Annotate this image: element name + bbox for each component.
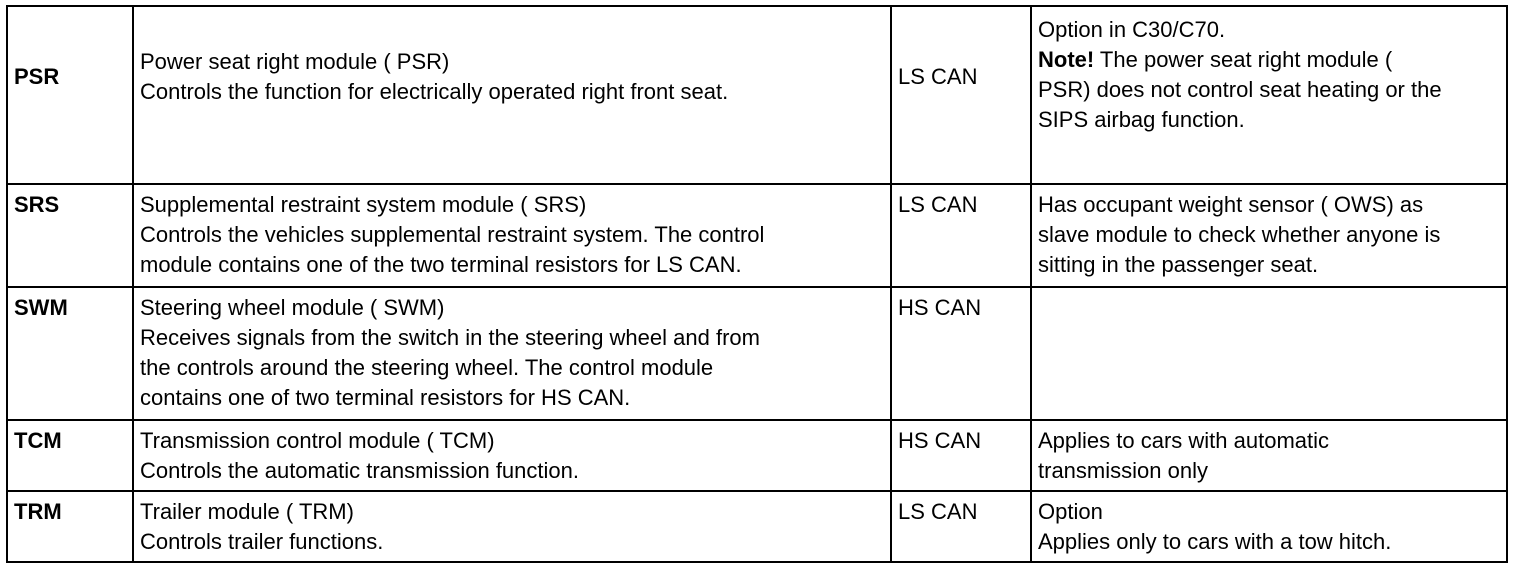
table-row xyxy=(7,491,1507,562)
module-code: TCM xyxy=(14,428,62,453)
bus-cell xyxy=(891,184,1031,287)
remark-note-line xyxy=(1038,45,1500,75)
table-row xyxy=(7,420,1507,491)
remarks-cell xyxy=(1031,184,1507,287)
remark-line: Has occupant weight sensor ( OWS) as xyxy=(1038,192,1424,217)
table-row xyxy=(7,184,1507,287)
module-description-cell xyxy=(133,184,891,287)
module-code-cell xyxy=(7,6,133,184)
control-modules-table xyxy=(6,5,1508,563)
remark-line: PSR) does not control seat heating or the xyxy=(1038,77,1442,102)
module-description-cell xyxy=(133,491,891,562)
table-row xyxy=(7,6,1507,184)
module-code: PSR xyxy=(14,64,60,89)
remarks-cell xyxy=(1031,420,1507,491)
remarks-cell xyxy=(1031,287,1507,420)
description-line: Controls trailer functions. xyxy=(140,529,384,554)
bus-type: LS CAN xyxy=(898,192,978,217)
module-code-cell xyxy=(7,287,133,420)
module-code-cell xyxy=(7,420,133,491)
remark-line: Option xyxy=(1038,499,1103,524)
module-description-cell xyxy=(133,6,891,184)
remark-line: SIPS airbag function. xyxy=(1038,107,1245,132)
description-line: Controls the vehicles supplemental restraint system. The control xyxy=(140,222,765,247)
bus-cell xyxy=(891,491,1031,562)
module-code: TRM xyxy=(14,499,62,524)
remark-line: transmission only xyxy=(1038,458,1208,483)
description-line: Trailer module ( TRM) xyxy=(140,499,354,524)
description-line: Power seat right module ( PSR) xyxy=(140,49,450,74)
remark-line: Applies only to cars with a tow hitch. xyxy=(1038,529,1392,554)
note-label: Note! xyxy=(1038,47,1095,72)
module-code-cell xyxy=(7,491,133,562)
remark-line: Option in C30/C70. xyxy=(1038,17,1226,42)
remark-line: sitting in the passenger seat. xyxy=(1038,252,1319,277)
module-code: SWM xyxy=(14,295,68,320)
remarks-cell xyxy=(1031,6,1507,184)
module-description-cell xyxy=(133,420,891,491)
bus-cell xyxy=(891,420,1031,491)
bus-cell xyxy=(891,287,1031,420)
module-code-cell xyxy=(7,184,133,287)
remark-line: slave module to check whether anyone is xyxy=(1038,222,1441,247)
description-line: Steering wheel module ( SWM) xyxy=(140,295,445,320)
description-line: Transmission control module ( TCM) xyxy=(140,428,495,453)
description-line: Controls the automatic transmission function. xyxy=(140,458,579,483)
bus-type: LS CAN xyxy=(898,499,978,524)
remark-line: Applies to cars with automatic xyxy=(1038,428,1330,453)
description-line: Controls the function for electrically operated right front seat. xyxy=(140,79,729,104)
note-text: The power seat right module ( xyxy=(1094,47,1393,72)
bus-type: LS CAN xyxy=(898,64,978,89)
bus-type: HS CAN xyxy=(898,295,982,320)
description-line: Supplemental restraint system module ( SRS) xyxy=(140,192,587,217)
table-row xyxy=(7,287,1507,420)
bus-type: HS CAN xyxy=(898,428,982,453)
module-code: SRS xyxy=(14,192,60,217)
description-line: the controls around the steering wheel. The control module xyxy=(140,355,714,380)
description-line: contains one of two terminal resistors for HS CAN. xyxy=(140,385,631,410)
bus-cell xyxy=(891,6,1031,184)
remarks-cell xyxy=(1031,491,1507,562)
module-description-cell xyxy=(133,287,891,420)
description-line: module contains one of the two terminal resistors for LS CAN. xyxy=(140,252,742,277)
description-line: Receives signals from the switch in the steering wheel and from xyxy=(140,325,760,350)
